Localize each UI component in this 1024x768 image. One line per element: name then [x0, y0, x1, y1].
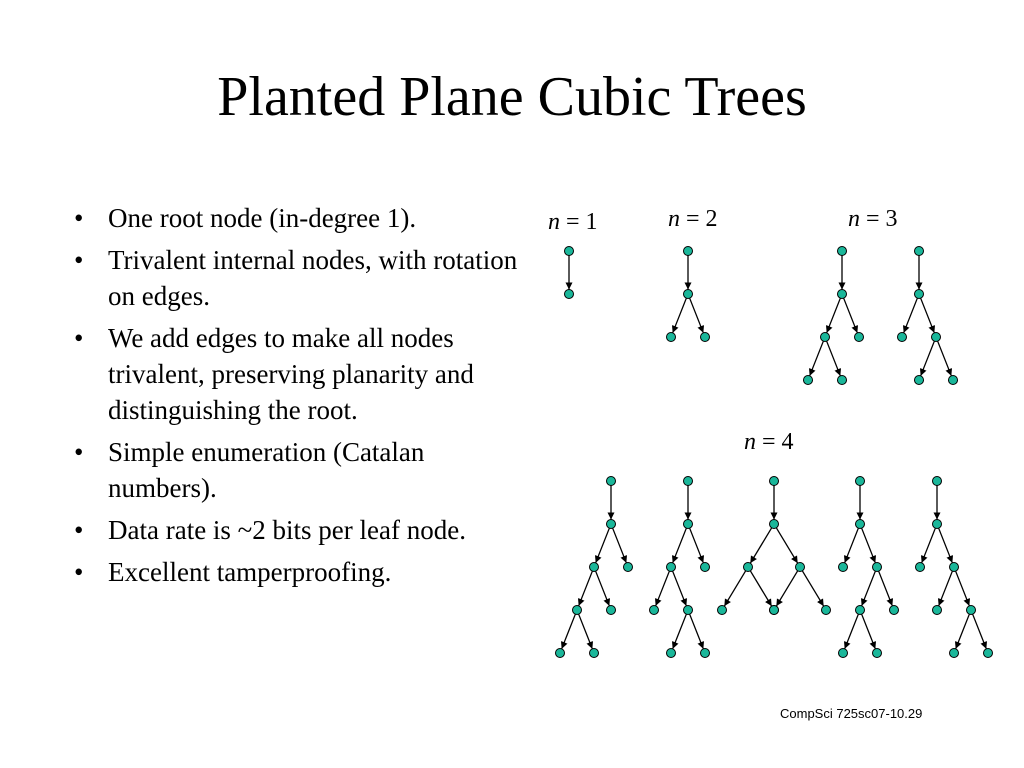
tree-node	[573, 606, 582, 615]
tree-node	[821, 333, 830, 342]
tree-node	[796, 563, 805, 572]
slide-title: Planted Plane Cubic Trees	[217, 66, 807, 128]
tree-edge	[596, 528, 610, 563]
tree-edge	[579, 614, 593, 649]
tree-node	[933, 520, 942, 529]
tree-node	[684, 520, 693, 529]
tree-edge	[656, 571, 670, 606]
tree-edge	[613, 528, 627, 563]
tree-node	[650, 606, 659, 615]
tree-edge	[673, 298, 687, 333]
tree-edge	[750, 571, 771, 606]
tree-edge	[938, 341, 952, 376]
tree-edge	[879, 571, 893, 606]
tree-node	[590, 649, 599, 658]
tree-node	[684, 247, 693, 256]
tree-node	[856, 606, 865, 615]
tree-edge	[690, 528, 704, 563]
tree-edge	[673, 614, 687, 649]
tree-node	[556, 649, 565, 658]
tree-node	[684, 290, 693, 299]
tree-node	[915, 376, 924, 385]
tree-node	[701, 649, 710, 658]
tree-edge	[562, 614, 576, 649]
tree-node	[822, 606, 831, 615]
tree-node	[607, 606, 616, 615]
tree-node	[890, 606, 899, 615]
bullet-text: One root node (in-degree 1).	[108, 203, 417, 233]
tree-edge	[673, 571, 687, 606]
tree-edge	[690, 298, 704, 333]
tree-node	[667, 333, 676, 342]
tree-node	[838, 290, 847, 299]
tree-node	[804, 376, 813, 385]
bullet-text: Trivalent internal nodes, with rotation on edges.	[108, 245, 518, 311]
tree-node	[915, 247, 924, 256]
tree-node	[607, 477, 616, 486]
tree-node	[701, 563, 710, 572]
tree-node	[838, 247, 847, 256]
n3-label: n = 3	[848, 206, 898, 232]
tree-node	[916, 563, 925, 572]
tree-node	[933, 477, 942, 486]
bullet-text: Simple enumeration (Catalan numbers).	[108, 437, 425, 503]
tree-node	[565, 290, 574, 299]
bullet-symbol: •	[74, 557, 84, 587]
tree-edge	[862, 528, 876, 563]
bullet-symbol: •	[74, 515, 84, 545]
tree-edge	[579, 571, 593, 606]
tree-node	[770, 606, 779, 615]
tree-edge	[776, 571, 797, 606]
tree-node	[873, 563, 882, 572]
tree-node	[855, 333, 864, 342]
tree-node	[684, 606, 693, 615]
tree-node	[932, 333, 941, 342]
tree-edge	[827, 341, 841, 376]
tree-node	[856, 477, 865, 486]
n2-label: n = 2	[668, 206, 718, 232]
tree-edge	[690, 614, 704, 649]
tree-node	[873, 649, 882, 658]
tree-node	[718, 606, 727, 615]
tree-node	[949, 376, 958, 385]
tree-edge	[939, 528, 953, 563]
tree-edge	[921, 298, 935, 333]
tree-edge	[776, 528, 797, 563]
tree-node	[770, 477, 779, 486]
tree-edge	[956, 614, 970, 649]
tree-edge	[810, 341, 824, 376]
n1-label: n = 1	[548, 209, 598, 235]
tree-node	[950, 563, 959, 572]
tree-edge	[973, 614, 987, 649]
tree-node	[838, 376, 847, 385]
tree-edge	[750, 528, 771, 563]
tree-edge	[956, 571, 970, 606]
slide-footer: CompSci 725sc07-10.29	[780, 706, 923, 721]
tree-edge	[844, 298, 858, 333]
tree-edge	[596, 571, 610, 606]
tree-edge	[673, 528, 687, 563]
tree-edge	[827, 298, 841, 333]
tree-edge	[862, 614, 876, 649]
tree-node	[856, 520, 865, 529]
tree-node	[667, 649, 676, 658]
tree-node	[915, 290, 924, 299]
bullet-text: Data rate is ~2 bits per leaf node.	[108, 515, 466, 545]
tree-edge	[724, 571, 745, 606]
tree-edge	[939, 571, 953, 606]
tree-node	[667, 563, 676, 572]
tree-edge	[845, 528, 859, 563]
tree-node	[565, 247, 574, 256]
tree-node	[770, 520, 779, 529]
bullet-symbol: •	[74, 203, 84, 233]
tree-node	[839, 563, 848, 572]
tree-edge	[862, 571, 876, 606]
tree-node	[950, 649, 959, 658]
tree-edge	[845, 614, 859, 649]
tree-node	[624, 563, 633, 572]
tree-node	[898, 333, 907, 342]
tree-edge	[922, 528, 936, 563]
tree-edge	[921, 341, 935, 376]
tree-node	[933, 606, 942, 615]
bullet-symbol: •	[74, 437, 84, 467]
n4-label: n = 4	[744, 429, 794, 455]
bullet-symbol: •	[74, 245, 84, 275]
tree-edge	[802, 571, 823, 606]
tree-edge	[904, 298, 918, 333]
tree-node	[607, 520, 616, 529]
tree-node	[701, 333, 710, 342]
tree-node	[590, 563, 599, 572]
bullet-text: We add edges to make all nodes trivalent, preserving planarity and distinguishing the root.	[108, 323, 474, 425]
tree-node	[839, 649, 848, 658]
bullet-text: Excellent tamperproofing.	[108, 557, 392, 587]
tree-node	[744, 563, 753, 572]
tree-node	[684, 477, 693, 486]
tree-node	[984, 649, 993, 658]
tree-node	[967, 606, 976, 615]
bullet-symbol: •	[74, 323, 84, 353]
